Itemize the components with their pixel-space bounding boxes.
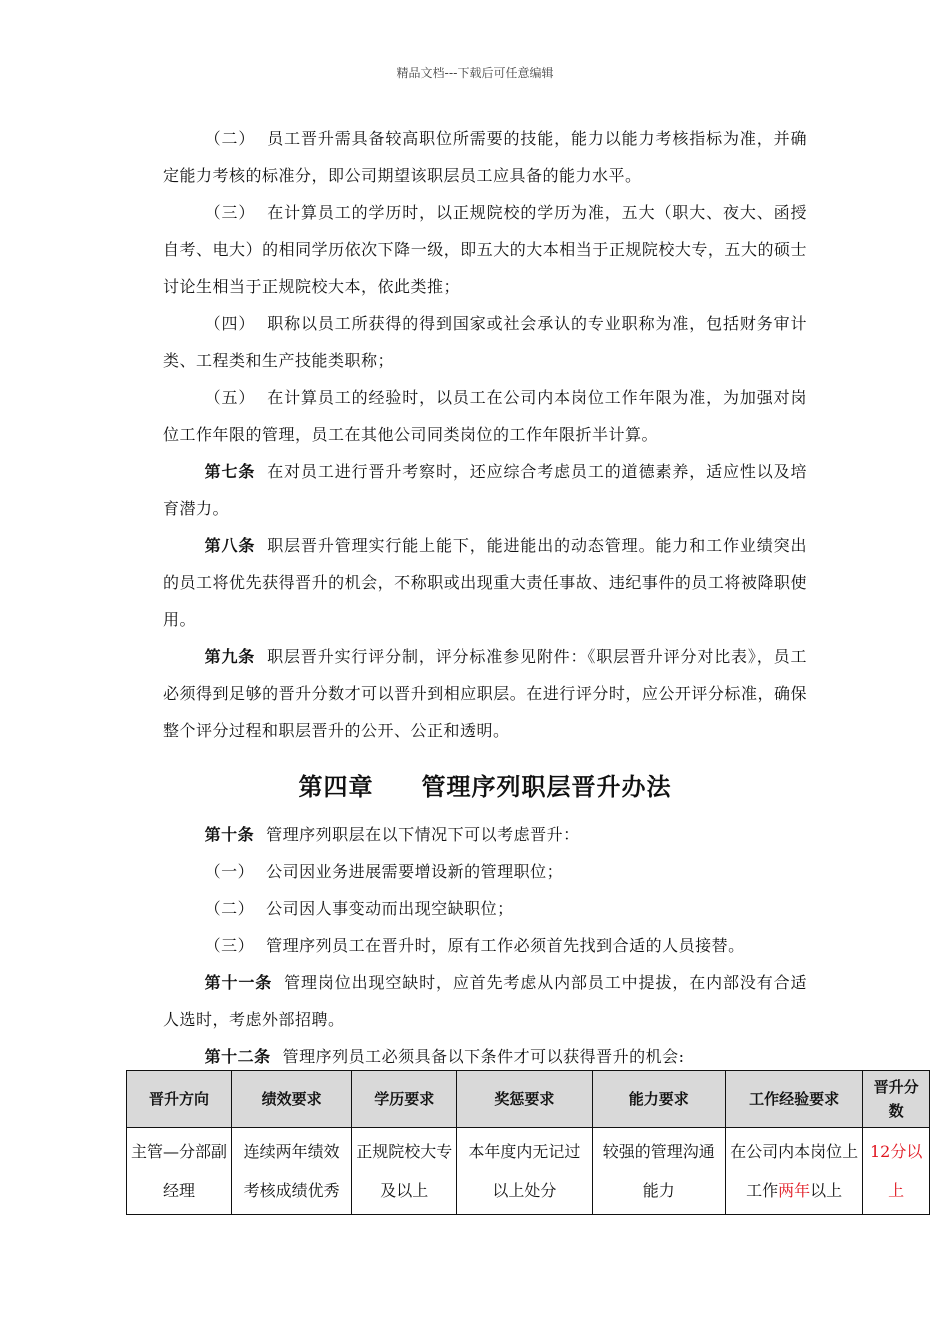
cell-direction: 主管—分部副经理 <box>127 1128 232 1215</box>
clause-paragraph <box>163 305 807 379</box>
article-paragraph <box>163 816 807 853</box>
clause-marker: （五） <box>204 388 256 407</box>
document-body <box>163 120 807 1075</box>
clause-marker: （三） <box>204 203 256 222</box>
clause-text: 公司因人事变动而出现空缺职位； <box>266 899 514 918</box>
cell-score: 12分以上 <box>863 1128 930 1215</box>
table-row <box>127 1128 930 1215</box>
clause-text: 公司因业务进展需要增设新的管理职位； <box>266 862 564 881</box>
clause-marker: （四） <box>204 314 256 333</box>
article-text: 职层晋升管理实行能上能下，能进能出的动态管理。能力和工作业绩突出的员工将优先获得晋升的机会，不称职或出现重大责任事故、违纪事件的员工将被降职使用。 <box>163 536 807 629</box>
clause-text: 管理序列员工在晋升时，原有工作必须首先找到合适的人员接替。 <box>266 936 745 955</box>
cell-ability: 较强的管理沟通能力 <box>592 1128 725 1215</box>
article-marker: 第八条 <box>204 536 256 555</box>
clause-paragraph <box>163 120 807 194</box>
cell-reward: 本年度内无记过以上处分 <box>457 1128 592 1215</box>
column-header: 晋升方向 <box>127 1071 232 1128</box>
clause-text: 职称以员工所获得的得到国家或社会承认的专业职称为准，包括财务审计类、工程类和生产技能类职称； <box>163 314 807 370</box>
clause-paragraph <box>163 194 807 305</box>
column-header: 学历要求 <box>352 1071 457 1128</box>
cell-education: 正规院校大专及以上 <box>352 1128 457 1215</box>
article-marker: 第十一条 <box>204 973 273 992</box>
column-header: 绩效要求 <box>232 1071 352 1128</box>
article-text: 管理序列员工必须具备以下条件才可以获得晋升的机会: <box>282 1047 685 1066</box>
table-header-row <box>127 1071 930 1128</box>
clause-paragraph <box>163 853 807 890</box>
experience-suffix: 以上 <box>810 1181 843 1200</box>
column-header: 奖惩要求 <box>457 1071 592 1128</box>
clause-paragraph <box>163 379 807 453</box>
article-marker: 第十二条 <box>204 1047 271 1066</box>
promotion-requirements-table <box>126 1070 930 1215</box>
clause-text: 在计算员工的经验时，以员工在公司内本岗位工作年限为准，为加强对岗位工作年限的管理，员工在其他公司同类岗位的工作年限折半计算。 <box>163 388 807 444</box>
article-marker: 第九条 <box>204 647 256 666</box>
article-paragraph <box>163 453 807 527</box>
article-text: 在对员工进行晋升考察时，还应综合考虑员工的道德素养，适应性以及培育潜力。 <box>163 462 807 518</box>
article-marker: 第十条 <box>204 825 255 844</box>
page-header: 精品文档---下载后可任意编辑 <box>396 66 554 80</box>
clause-marker: （二） <box>204 129 256 148</box>
article-text: 管理岗位出现空缺时，应首先考虑从内部员工中提拔，在内部没有合适人选时，考虑外部招聘。 <box>163 973 807 1029</box>
article-text: 管理序列职层在以下情况下可以考虑晋升： <box>266 825 580 844</box>
cell-experience <box>725 1128 862 1215</box>
cell-performance: 连续两年绩效考核成绩优秀 <box>232 1128 352 1215</box>
column-header: 工作经验要求 <box>725 1071 862 1128</box>
clause-paragraph <box>163 890 807 927</box>
experience-text: 在公司内本岗位上工作 <box>730 1142 859 1200</box>
article-marker: 第七条 <box>204 462 256 481</box>
experience-years: 两年 <box>778 1181 811 1200</box>
article-paragraph <box>163 527 807 638</box>
clause-paragraph <box>163 927 807 964</box>
column-header: 能力要求 <box>592 1071 725 1128</box>
article-text: 职层晋升实行评分制，评分标准参见附件：《职层晋升评分对比表》，员工必须得到足够的晋升分数才可以晋升到相应职层。在进行评分时，应公开评分标准，确保整个评分过程和职层晋升的公开、公正和透明。 <box>163 647 807 740</box>
article-paragraph <box>163 638 807 749</box>
article-paragraph <box>163 964 807 1038</box>
chapter-heading <box>163 767 807 802</box>
chapter-title: 管理序列职层晋升办法 <box>421 773 672 801</box>
column-header: 晋升分数 <box>863 1071 930 1128</box>
clause-marker: （一） <box>204 862 255 881</box>
chapter-number: 第四章 <box>298 773 374 801</box>
clause-text: 员工晋升需具备较高职位所需要的技能，能力以能力考核指标为准，并确定能力考核的标准分，即公司期望该职层员工应具备的能力水平。 <box>163 129 807 185</box>
clause-marker: （三） <box>204 936 255 955</box>
clause-marker: （二） <box>204 899 255 918</box>
clause-text: 在计算员工的学历时，以正规院校的学历为准，五大（职大、夜大、函授自考、电大）的相同学历依次下降一级，即五大的大本相当于正规院校大专，五大的硕士讨论生相当于正规院校大本，依此类推； <box>163 203 807 296</box>
